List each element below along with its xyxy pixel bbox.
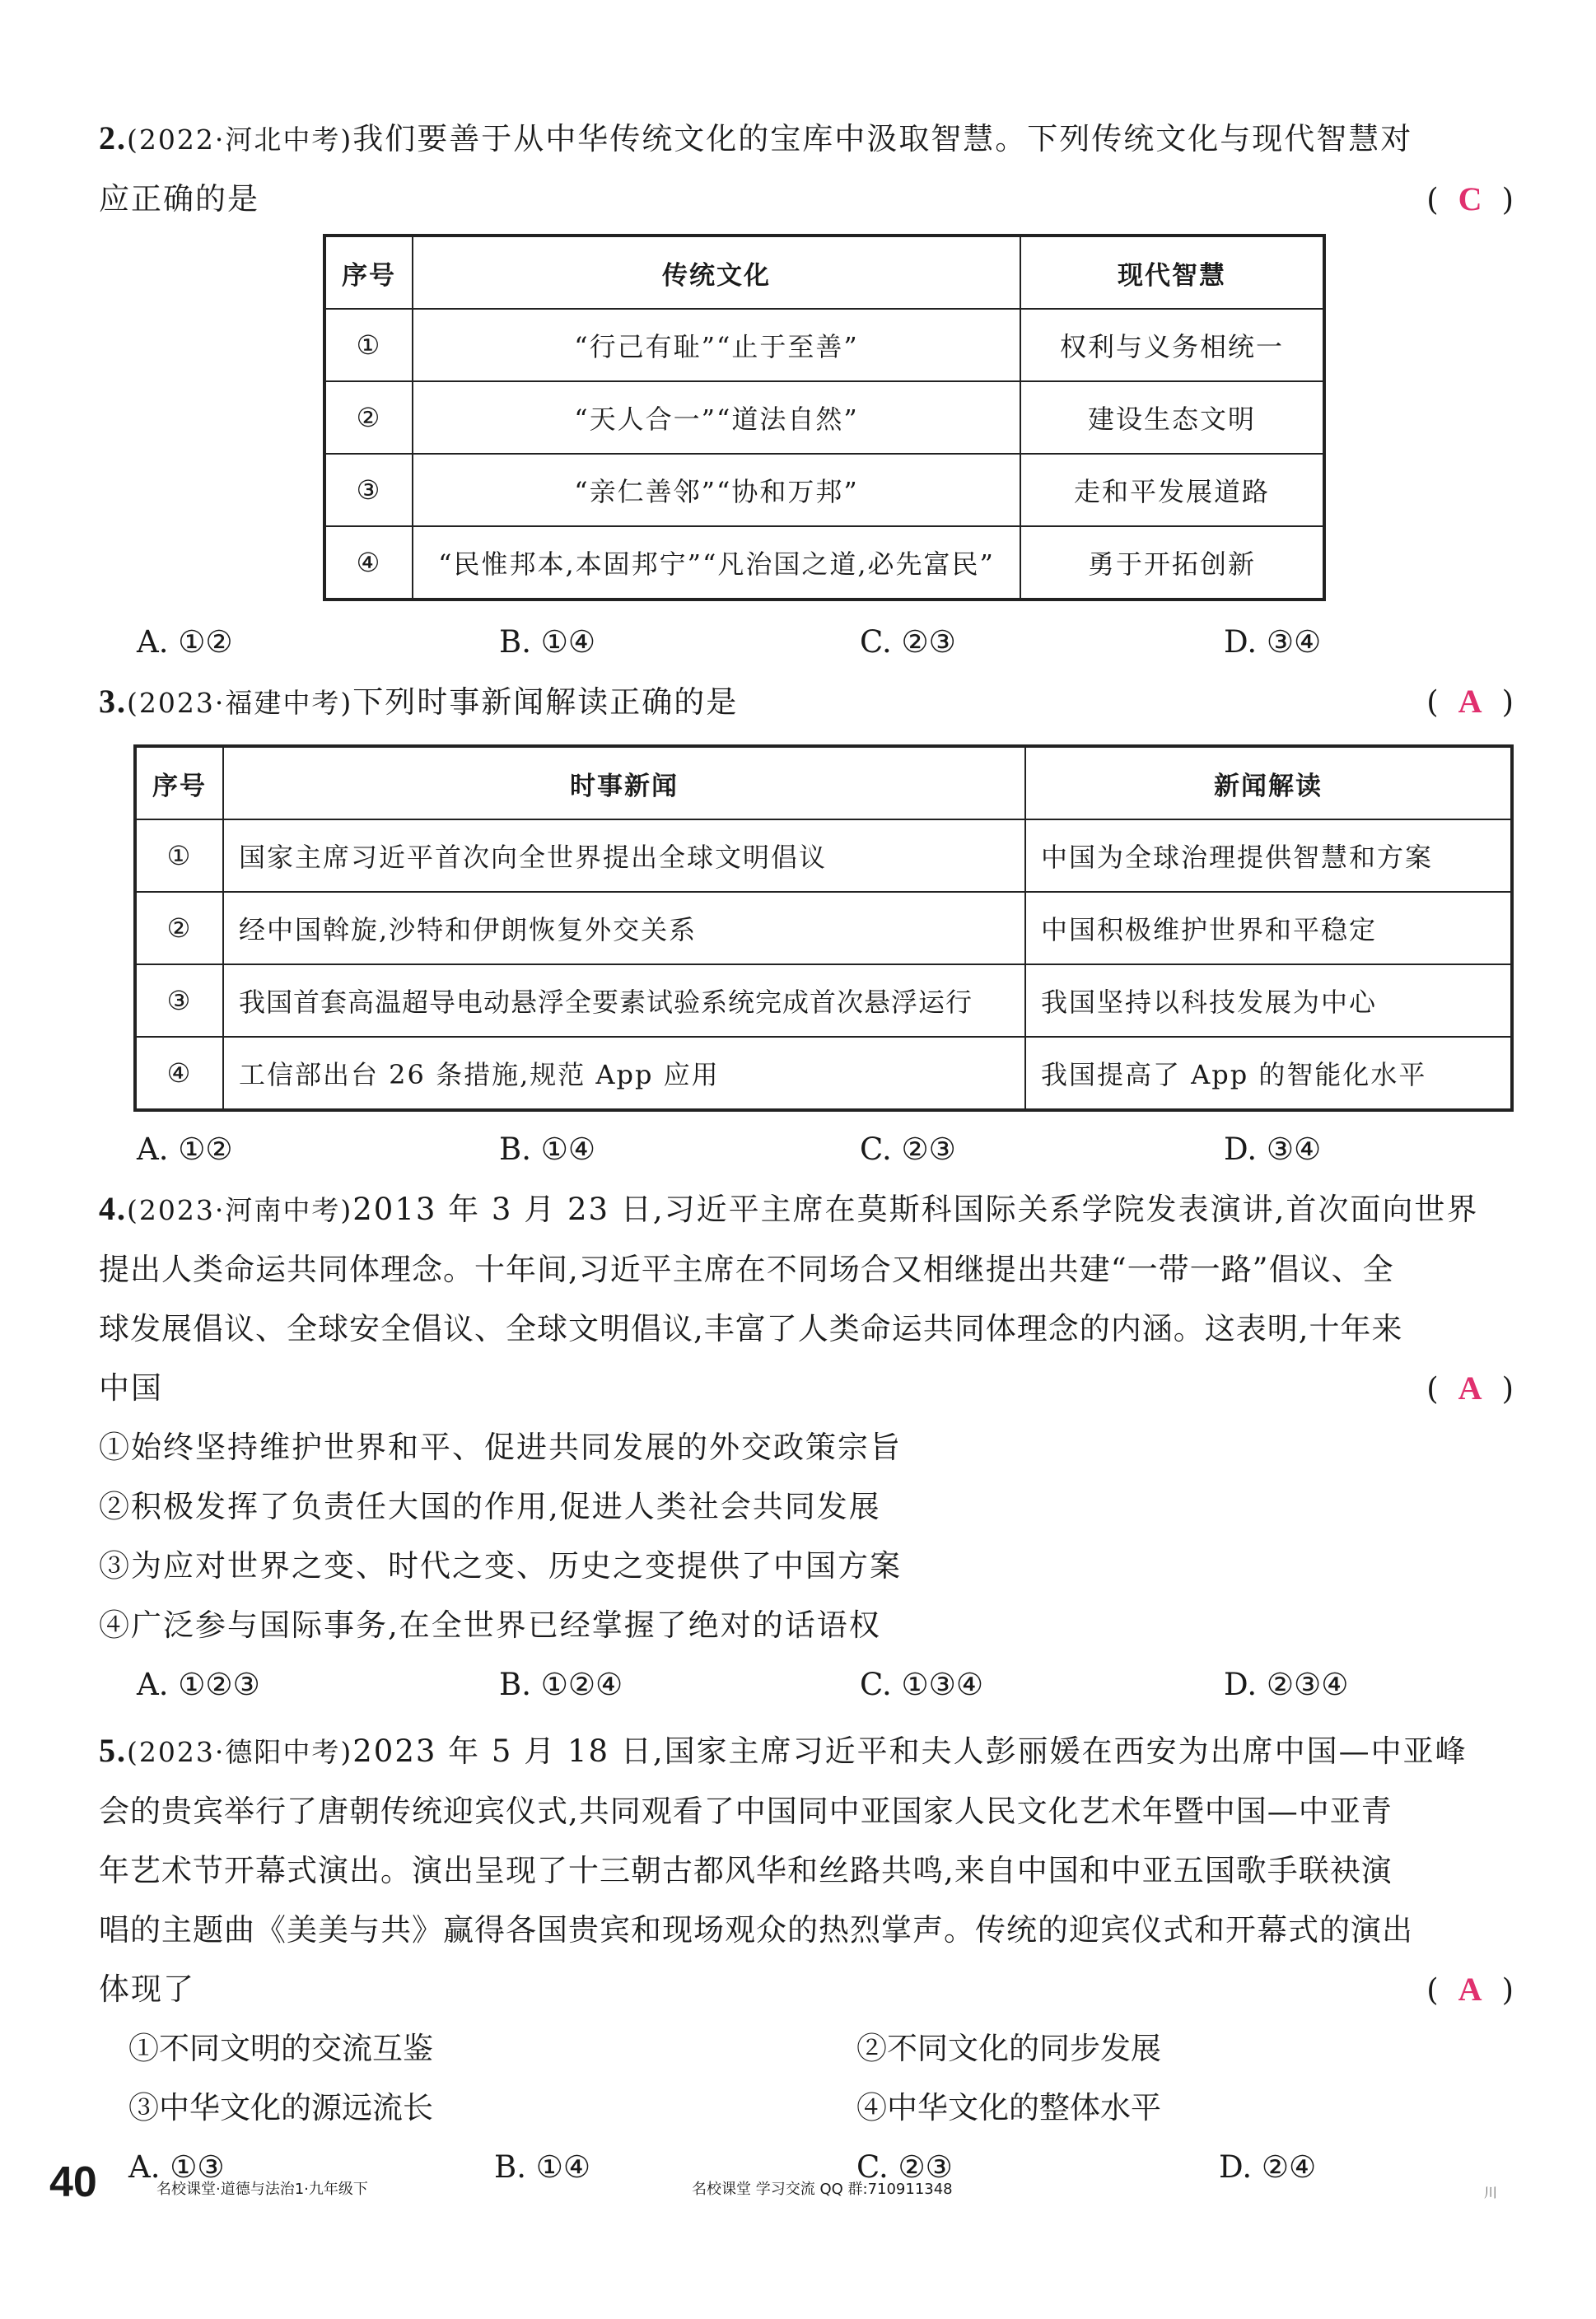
table-header: 传统文化 [413, 236, 1020, 309]
table-cell: ② [324, 381, 413, 454]
table-cell: 中国为全球治理提供智慧和方案 [1025, 819, 1512, 892]
option-a[interactable]: A. ①②③ [137, 1667, 260, 1702]
table-cell: ④ [135, 1037, 223, 1110]
table-cell: 走和平发展道路 [1020, 454, 1324, 526]
question-text: 中国 [99, 1370, 163, 1406]
table-header: 序号 [135, 746, 223, 819]
table-row [324, 381, 1324, 454]
option-c[interactable]: C. ②③ [856, 2149, 953, 2185]
statement-row [99, 2019, 1515, 2079]
answer-letter: A [1458, 1369, 1484, 1407]
table-cell: 我国首套高温超导电动悬浮全要素试验系统完成首次悬浮运行 [223, 964, 1025, 1037]
answer-letter: C [1458, 180, 1484, 217]
question-2-table [323, 234, 1326, 601]
table-cell: 我国坚持以科技发展为中心 [1025, 964, 1512, 1037]
question-text: 会的贵宾举行了唐朝传统迎宾仪式,共同观看了中国同中亚国家人民文化艺术年暨中国—中亚青 [99, 1794, 1393, 1829]
option-b[interactable]: B. ①②④ [499, 1667, 623, 1702]
table-cell: ① [324, 309, 413, 381]
page-footer [49, 2158, 1547, 2207]
table-row [324, 526, 1324, 600]
question-2 [99, 109, 1515, 229]
question-3-table [133, 744, 1514, 1112]
answer-slot: ( C ) [1426, 180, 1515, 217]
table-header-row [324, 236, 1324, 309]
option-c[interactable]: C. ①③④ [860, 1667, 984, 1702]
book-title: 名校课堂·道德与法治1·九年级下 [156, 2181, 368, 2198]
question-2-options [99, 613, 1515, 672]
table-cell: ③ [324, 454, 413, 526]
table-row [135, 964, 1512, 1037]
question-number: 2. [99, 119, 127, 156]
statement-item: ④广泛参与国际事务,在全世界已经掌握了绝对的话语权 [99, 1607, 881, 1643]
question-text: 应正确的是 [99, 181, 259, 217]
table-row [135, 892, 1512, 964]
question-text: 体现了 [99, 1971, 195, 2007]
table-row [324, 454, 1324, 526]
table-row [324, 309, 1324, 381]
page-number: 40 [49, 2158, 97, 2206]
question-text: 提出人类命运共同体理念。十年间,习近平主席在不同场合又相继提出共建“一带一路”倡议、全 [99, 1252, 1394, 1287]
question-5 [99, 1721, 1515, 2197]
statement-item: ①始终坚持维护世界和平、促进共同发展的外交政策宗旨 [99, 1430, 902, 1465]
question-text: 2023 年 5 月 18 日,国家主席习近平和夫人彭丽媛在西安为出席中国—中亚峰 [352, 1733, 1468, 1769]
question-source: (2023·福建中考) [127, 687, 353, 719]
table-cell: ② [135, 892, 223, 964]
question-text: 年艺术节开幕式演出。演出呈现了十三朝古都风华和丝路共鸣,来自中国和中亚五国歌手联袂演 [99, 1853, 1393, 1888]
question-text: 我们要善于从中华传统文化的宝库中汲取智慧。下列传统文化与现代智慧对 [352, 121, 1413, 156]
question-5-stem-line-5 [99, 1960, 1515, 2019]
table-cell: ③ [135, 964, 223, 1037]
table-row [135, 1037, 1512, 1110]
table-cell: “行己有耻”“止于至善” [413, 309, 1020, 381]
option-d[interactable]: D. ②③④ [1224, 1667, 1349, 1702]
question-source: (2023·德阳中考) [127, 1736, 353, 1768]
table-header-row [135, 746, 1512, 819]
question-number: 5. [99, 1732, 127, 1769]
region-mark: 川 [1483, 2185, 1497, 2200]
question-3-stem-line-1 [99, 672, 1515, 733]
option-c[interactable]: C. ②③ [860, 1132, 956, 1167]
question-text: 下列时事新闻解读正确的是 [352, 684, 739, 720]
table-cell: 勇于开拓创新 [1020, 526, 1324, 600]
question-text: 2013 年 3 月 23 日,习近平主席在莫斯科国际关系学院发表演讲,首次面向世界 [352, 1192, 1479, 1227]
option-d[interactable]: D. ③④ [1224, 1132, 1322, 1167]
statement-item: ③中华文化的源远流长 [128, 2090, 433, 2125]
table-cell: 我国提高了 App 的智能化水平 [1025, 1037, 1512, 1110]
table-cell: ④ [324, 526, 413, 600]
answer-slot: ( A ) [1426, 1971, 1515, 2008]
option-a[interactable]: A. ①② [137, 1132, 233, 1167]
question-source: (2023·河南中考) [127, 1194, 353, 1226]
question-text: 唱的主题曲《美美与共》赢得各国贵宾和现场观众的热烈掌声。传统的迎宾仪式和开幕式的演出 [99, 1912, 1413, 1948]
table-row [135, 819, 1512, 892]
question-2-stem-line-1 [99, 109, 1515, 170]
question-3 [99, 672, 1515, 733]
answer-letter: A [1458, 1971, 1484, 2008]
table-cell: 工信部出台 26 条措施,规范 App 应用 [223, 1037, 1025, 1110]
table-cell: “亲仁善邻”“协和万邦” [413, 454, 1020, 526]
table-cell: “天人合一”“道法自然” [413, 381, 1020, 454]
option-d[interactable]: D. ②④ [1219, 2149, 1317, 2185]
statement-item: ②不同文化的同步发展 [856, 2031, 1161, 2066]
question-4 [99, 1179, 1515, 1715]
question-number: 3. [99, 683, 127, 720]
statement-item: ④中华文化的整体水平 [856, 2090, 1161, 2125]
question-number: 4. [99, 1190, 127, 1227]
table-cell: 建设生态文明 [1020, 381, 1324, 454]
question-2-stem-line-2 [99, 170, 1515, 229]
table-header: 新闻解读 [1025, 746, 1512, 819]
table-cell: “民惟邦本,本固邦宁”“凡治国之道,必先富民” [413, 526, 1020, 600]
table-cell: 权利与义务相统一 [1020, 309, 1324, 381]
statement-item: ②积极发挥了负责任大国的作用,促进人类社会共同发展 [99, 1489, 881, 1524]
question-3-options [99, 1120, 1515, 1179]
question-source: (2022·河北中考) [127, 124, 353, 156]
option-b[interactable]: B. ①④ [494, 2149, 591, 2185]
statement-item: ①不同文明的交流互鉴 [128, 2031, 433, 2066]
answer-slot: ( A ) [1426, 1369, 1515, 1407]
question-4-stem-line-4 [99, 1359, 1515, 1418]
table-cell: 中国积极维护世界和平稳定 [1025, 892, 1512, 964]
option-b[interactable]: B. ①④ [499, 1132, 596, 1167]
statement-row [99, 2079, 1515, 2138]
question-5-stem-line-1 [99, 1721, 1515, 1782]
question-text: 球发展倡议、全球安全倡议、全球文明倡议,丰富了人类命运共同体理念的内涵。这表明,十年来 [99, 1311, 1403, 1346]
option-d[interactable]: D. ③④ [1224, 624, 1322, 660]
qq-group-info: 名校课堂 学习交流 QQ 群:710911348 [692, 2181, 953, 2198]
statement-item: ③为应对世界之变、时代之变、历史之变提供了中国方案 [99, 1548, 902, 1584]
option-c[interactable]: C. ②③ [860, 624, 956, 660]
table-header: 现代智慧 [1020, 236, 1324, 309]
answer-letter: A [1458, 683, 1484, 720]
answer-slot: ( A ) [1426, 683, 1515, 720]
table-cell: ① [135, 819, 223, 892]
table-header: 时事新闻 [223, 746, 1025, 819]
table-header: 序号 [324, 236, 413, 309]
table-cell: 国家主席习近平首次向全世界提出全球文明倡议 [223, 819, 1025, 892]
option-b[interactable]: B. ①④ [499, 624, 596, 660]
question-4-stem-line-1 [99, 1179, 1515, 1240]
table-cell: 经中国斡旋,沙特和伊朗恢复外交关系 [223, 892, 1025, 964]
option-a[interactable]: A. ①② [137, 624, 233, 660]
option-a[interactable]: A. ①③ [128, 2149, 225, 2185]
